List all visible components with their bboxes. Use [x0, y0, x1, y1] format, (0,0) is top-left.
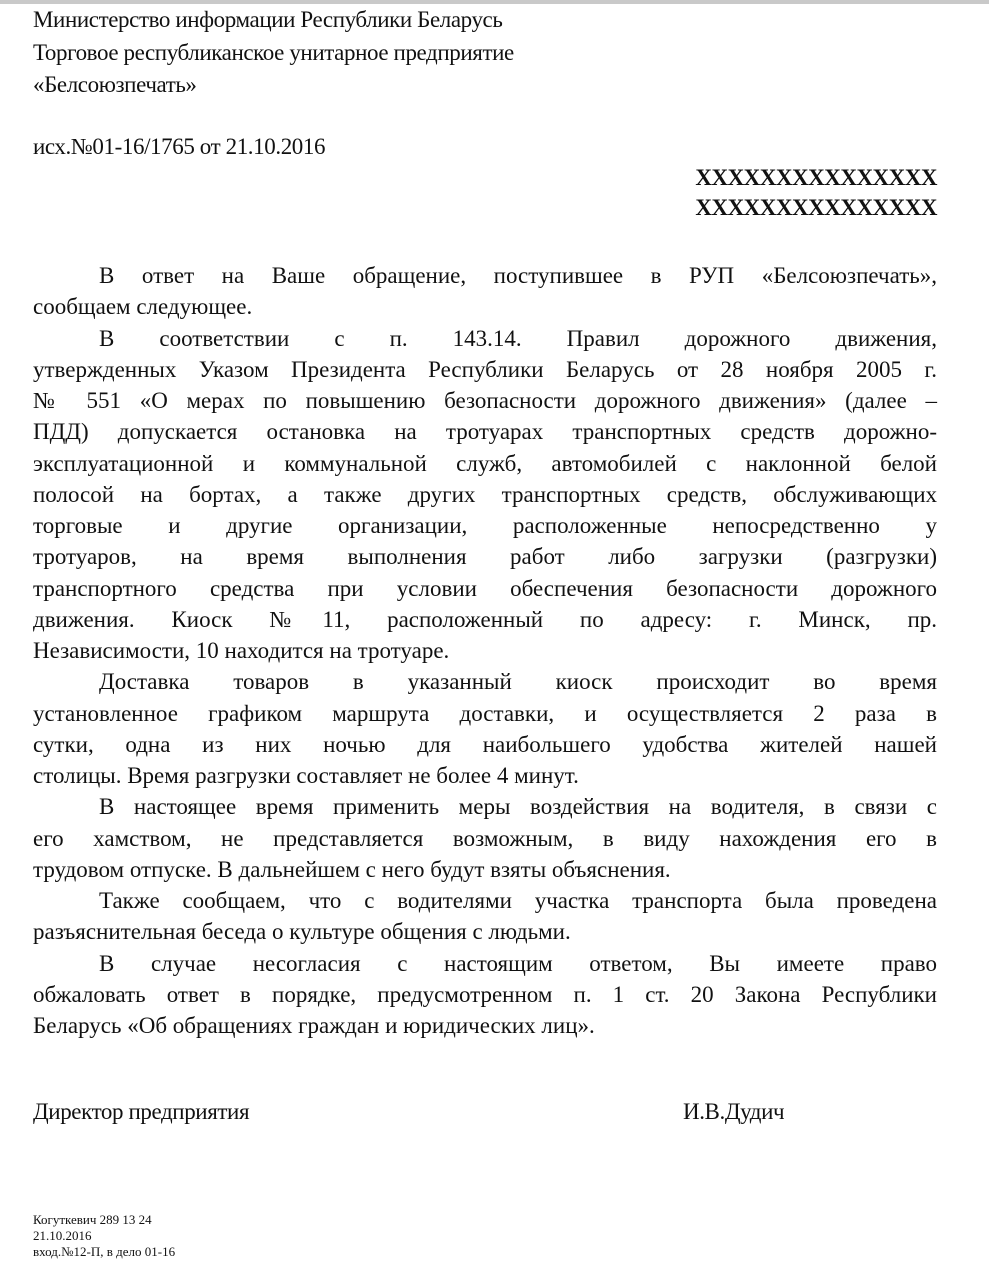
- outgoing-reference: исх.№01-16/1765 от 21.10.2016: [33, 134, 326, 159]
- org-enterprise: Торговое республиканское унитарное предприятие: [33, 40, 514, 65]
- letter-body: [33, 260, 937, 1041]
- paragraph-line: В случае несогласия с настоящим ответом, Вы имеете право: [99, 950, 937, 976]
- paragraph: [33, 323, 937, 667]
- paragraph-line: столицы. Время разгрузки составляет не более 4 минут.: [33, 763, 579, 788]
- footer-executor: Когуткевич 289 13 24: [33, 1212, 152, 1227]
- footer-date: 21.10.2016: [33, 1228, 92, 1243]
- paragraph-line: установленное графиком маршрута доставки, и осуществляется 2 раза в: [33, 700, 937, 726]
- paragraph-line: В настоящее время применить меры воздействия на водителя, в связи с: [99, 794, 937, 820]
- paragraph-line: Доставка товаров в указанный киоск происходит во время: [99, 669, 937, 695]
- paragraph-line: эксплуатационной и коммунальной служб, автомобилей с наклонной белой: [33, 450, 937, 476]
- paragraph-line: полосой на бортах, а также других транспортных средств, обслуживающих: [33, 481, 937, 507]
- recipient-line-1: XXXXXXXXXXXXXXX: [695, 165, 937, 190]
- paragraph-line: разъяснительная беседа о культуре общения с людьми.: [33, 919, 571, 945]
- paragraph-line: обжаловать ответ в порядке, предусмотренном п. 1 ст. 20 Закона Республики: [33, 981, 937, 1007]
- signature-position: Директор предприятия: [33, 1099, 250, 1124]
- paragraph-line: тротуаров, на время выполнения работ либо загрузки (разгрузки): [33, 544, 937, 570]
- paragraph-line: трудовом отпуске. В дальнейшем с него будут взяты объяснения.: [33, 856, 671, 882]
- paragraph-line: утвержденных Указом Президента Республики Беларусь от 28 ноября 2005 г.: [33, 356, 937, 382]
- paragraph: [33, 666, 937, 791]
- paragraph-line: транспортного средства при условии обеспечения безопасности дорожного: [33, 575, 937, 601]
- paragraph-line: движения. Киоск №11, расположенный по адресу: г. Минск, пр.: [33, 606, 937, 632]
- paragraph-line: сутки, одна из них ночью для наибольшего удобства жителей нашей: [33, 731, 937, 757]
- paragraph-line: В соответствии с п. 143.14. Правил дорожного движения,: [99, 325, 937, 351]
- recipient-line-2: XXXXXXXXXXXXXXX: [695, 195, 937, 220]
- paragraph-line: его хамством, не представляется возможным, в виду нахождения его в: [33, 825, 937, 851]
- paragraph-line: В ответ на Ваше обращение, поступившее в РУП «Белсоюзпечать»,: [99, 263, 937, 288]
- org-name: «Белсоюзпечать»: [33, 72, 197, 97]
- footer-incoming-ref: вход.№12-П, в дело 01-16: [33, 1244, 176, 1259]
- signature-name: И.В.Дудич: [683, 1099, 785, 1124]
- paragraph: [33, 791, 937, 885]
- paragraph-line: № 551 «О мерах по повышению безопасности дорожного движения» (далее –: [33, 388, 937, 413]
- paragraph-line: ПДД) допускается остановка на тротуарах транспортных средств дорожно-: [33, 419, 937, 445]
- org-ministry: Министерство информации Республики Беларусь: [33, 7, 503, 32]
- paragraph-line: торговые и другие организации, расположенные непосредственно у: [33, 513, 937, 538]
- window-top-border: [0, 0, 989, 4]
- paragraph: [33, 948, 937, 1042]
- paragraph: [33, 885, 937, 948]
- paragraph-line: сообщаем следующее.: [33, 294, 253, 320]
- paragraph-line: Также сообщаем, что с водителями участка транспорта была проведена: [99, 888, 937, 913]
- paragraph-line: Независимости, 10 находится на тротуаре.: [33, 638, 450, 663]
- paragraph: [33, 260, 937, 323]
- paragraph-line: Беларусь «Об обращениях граждан и юридических лиц».: [33, 1013, 595, 1038]
